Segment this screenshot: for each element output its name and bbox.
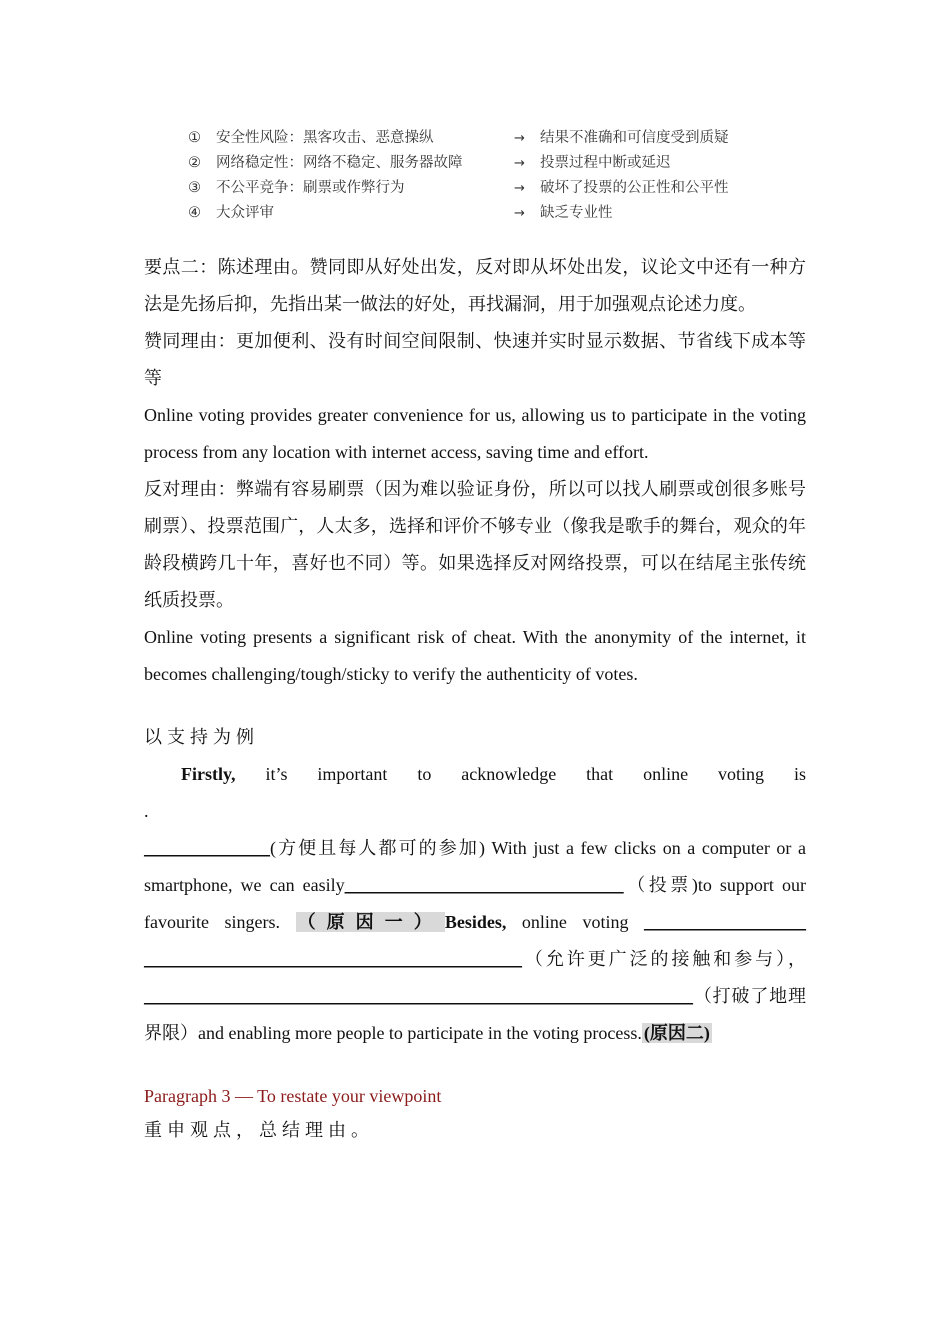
fill-blank-3[interactable]: __________________ bbox=[644, 912, 807, 932]
firstly-rest: it’s important to acknowledge that online voting is bbox=[265, 764, 806, 784]
content-body bbox=[144, 249, 806, 1145]
risk-text: 网络稳定性：网络不稳定、服务器故障 bbox=[216, 155, 463, 171]
hint-2: （投票)to support our favourite singers. bbox=[144, 875, 806, 932]
sentence-2: With just a few clicks on a computer or a smartphone, we can easily bbox=[144, 838, 806, 895]
risk-result: 破坏了投票的公正性和公平性 bbox=[540, 180, 729, 196]
risk-text: 安全性风险：黑客攻击、恶意操纵 bbox=[216, 130, 434, 146]
risk-item bbox=[188, 201, 788, 226]
fill-blank-5[interactable]: _____________________________________________________________ bbox=[144, 986, 693, 1006]
item-number: ③ bbox=[188, 180, 201, 196]
besides-word: Besides, bbox=[444, 912, 507, 932]
item-number: ④ bbox=[188, 205, 201, 221]
reason-two-tag: (原因二) bbox=[643, 1023, 710, 1043]
pro-reason-paragraph: 赞同理由：更加便利、没有时间空间限制、快速并实时显示数据、节省线下成本等等 bbox=[144, 331, 806, 388]
risk-list bbox=[188, 126, 788, 226]
risk-item bbox=[188, 151, 788, 176]
hint-5: （打破了地理界限）and enabling more people to participate in the voting process. bbox=[144, 986, 806, 1043]
sentence-3: online voting bbox=[506, 912, 645, 932]
pro-english-paragraph: Online voting provides greater convenience for us, allowing us to participate in the voting process from any location with internet access, saving time and effort. bbox=[144, 405, 806, 462]
hint-4: （允许更广泛的接触和参与）， bbox=[522, 949, 806, 969]
risk-result: 缺乏专业性 bbox=[540, 205, 613, 221]
risk-result: 投票过程中断或延迟 bbox=[540, 155, 671, 171]
risk-item bbox=[188, 126, 788, 151]
reason-one-tag: （原因一） bbox=[297, 912, 443, 932]
point-two-paragraph: 要点二：陈述理由。赞同即从好处出发，反对即从坏处出发，议论文中还有一种方法是先扬后抑，先指出某一做法的好处，再找漏洞，用于加强观点论述力度。 bbox=[144, 257, 806, 314]
arrow-icon: → bbox=[514, 131, 525, 146]
risk-item bbox=[188, 176, 788, 201]
item-number: ② bbox=[188, 155, 201, 171]
fill-blank-1[interactable]: ______________ bbox=[144, 838, 270, 858]
spacer bbox=[144, 1052, 806, 1078]
exercise-paragraph bbox=[144, 830, 806, 1052]
hint-1: (方便且每人都可的参加) bbox=[270, 838, 485, 858]
fill-blank-4[interactable]: __________________________________________ bbox=[144, 949, 522, 969]
spacer bbox=[144, 693, 806, 719]
example-label: 以支持为例 bbox=[144, 727, 259, 747]
arrow-icon: → bbox=[514, 181, 525, 196]
risk-text: 不公平竞争：刷票或作弊行为 bbox=[216, 180, 405, 196]
arrow-icon: → bbox=[514, 206, 525, 221]
con-english-paragraph: Online voting presents a significant risk of cheat. With the anonymity of the internet, it becomes challenging/tough/sticky to verify the authenticity of votes. bbox=[144, 627, 806, 684]
fill-blank-2[interactable]: _______________________________ bbox=[344, 875, 624, 895]
paragraph-3-note: 重申观点，总结理由。 bbox=[144, 1120, 374, 1140]
firstly-word: Firstly, bbox=[181, 764, 236, 784]
risk-result: 结果不准确和可信度受到质疑 bbox=[540, 130, 729, 146]
arrow-icon: → bbox=[514, 156, 525, 171]
risk-text: 大众评审 bbox=[216, 205, 274, 221]
paragraph-3-heading: Paragraph 3 — To restate your viewpoint bbox=[144, 1086, 442, 1106]
exercise-line-firstly bbox=[144, 756, 806, 793]
con-reason-paragraph: 反对理由：弊端有容易刷票（因为难以验证身份，所以可以找人刷票或创很多账号刷票）、投票范围广，人太多，选择和评价不够专业（像我是歌手的舞台，观众的年龄段横跨几十年，喜好也不同）等。如果选择反对网络投票，可以在结尾主张传统纸质投票。 bbox=[144, 479, 806, 610]
item-number: ① bbox=[188, 130, 201, 146]
exercise-dot: . bbox=[144, 801, 149, 821]
